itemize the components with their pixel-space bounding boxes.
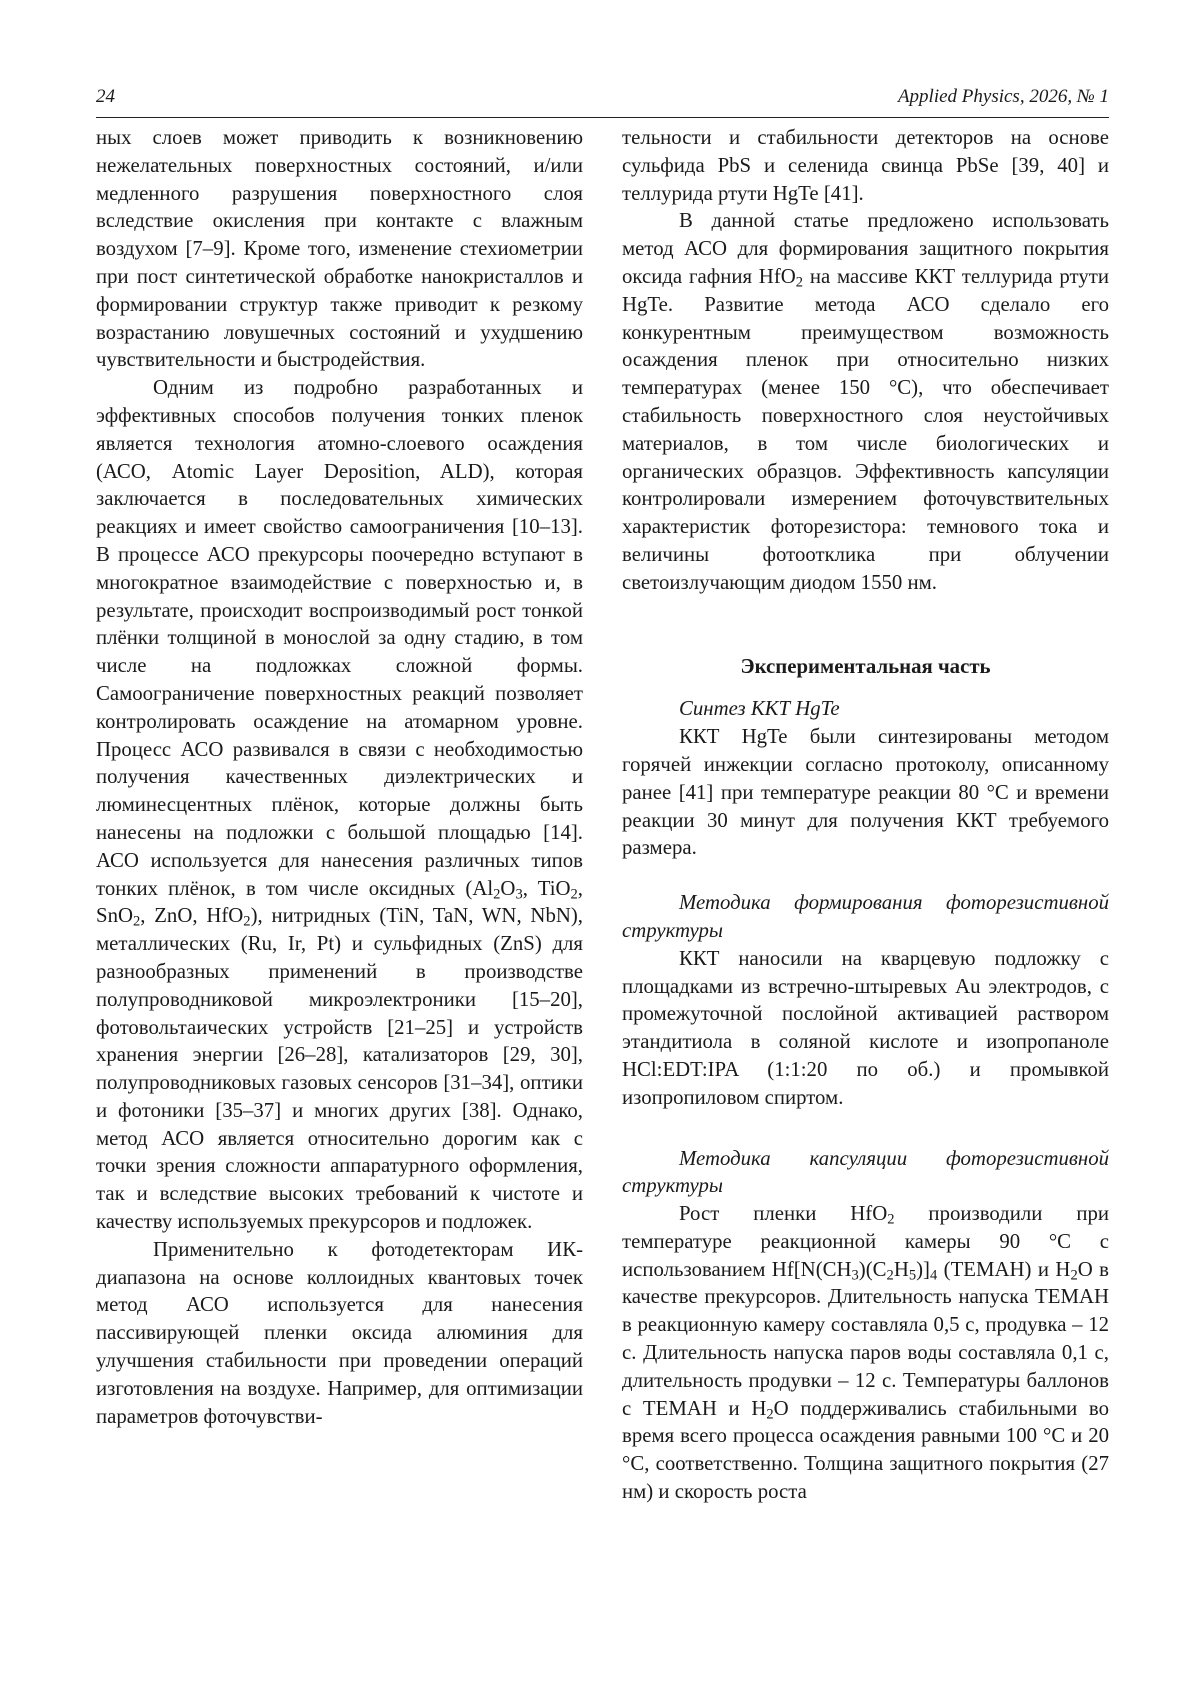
page-number: 24 — [96, 86, 115, 107]
journal-reference: Applied Physics, 2026, № 1 — [897, 86, 1109, 107]
paragraph: Одним из подробно разработанных и эффективных способов получения тонких пленок является технология атомно-слоевого осаждения (АСО, Atomic Layer Deposition, ALD), которая заключается в последовательных химических реакциях и имеет свойство самоограничения [10–13]. В процессе АСО прекурсоры поочередно вступают в многократное взаимодействие с поверхностью и, в результате, происходит воспроизводимый рост тонкой плёнки толщиной в монослой за одну стадию, в том числе на подложках сложной формы. Самоограничение поверхностных реакций позволяет контролировать осаждение на атомарном уровне. Процесс АСО развивался в связи с необходимостью получения качественных диэлектрических и люминесцентных плёнок, которые должны быть нанесены на подложки с большой площадью [14]. АСО используется для нанесения различных типов тонких плёнок, в том числе оксидных ($Al_2O_3$, TiO$_2$, SnO$_2$, ZnO, HfO$_2$), нитридных (TiN, TaN, WN, NbN), металлических (Ru, Ir, Pt) и сульфидных (ZnS) для разнообразных применений в производстве полупроводниковой микроэлектроники [15–20], фотовольтаических устройств [21–25] и устройств хранения энергии [26–28], катализаторов [29, 30], полупроводниковых газовых сенсоров [31–34], оптики и фотоники [35–37] и многих других [38]. Однако, метод АСО является относительно дорогим как с точки зрения сложности аппаратурного оформления, так и вследствие высоких требований к чистоте и качеству используемых прекурсоров и подложек. — [96, 376, 583, 1234]
text-columns — [96, 124, 1109, 1506]
subsection-title: Методика капсуляции фоторезистивной структуры — [622, 1146, 1109, 1198]
paragraph: Рост пленки HfO$_2$ производили при температуре реакционной камеры 90 °С с использованием $Hf[N(CH_3)(C_2H_5)]_4$ (TEMAH) и $H_2O$ в качестве прекурсоров. Длительность напуска TEMAH в реакционную камеру составляла 0,5 с, продувка – 12 с. Длительность напуска паров воды составляла 0,1 с, длительность продувки – 12 с. Температуры баллонов с TEMAH и $H_2O$ поддерживались стабильными во время всего процесса осаждения равными 100 °С и 20 °С, соответственно. Толщина защитного покрытия (27 нм) и скорость роста — [622, 1202, 1109, 1504]
section-title: Экспериментальная часть — [740, 654, 991, 678]
paragraph: ККТ наносили на кварцевую подложку с площадками из встречно-штыревых Au электродов, с промежуточной послойной активацией раствором этандитиола в соляной кислоте и изопропаноле HCl:EDT:IPA (1:1:20 по об.) и промывкой изопропиловом спиртом. — [622, 946, 1109, 1109]
page — [96, 86, 1109, 1506]
left-column — [96, 124, 583, 1506]
running-header — [96, 86, 1109, 118]
right-column — [622, 124, 1109, 1506]
paragraph: тельности и стабильности детекторов на основе сульфида PbS и селенида свинца PbSe [39, 40] и теллурида ртути HgTe [41]. — [622, 126, 1109, 205]
subsection-title: Методика формирования фоторезистивной структуры — [622, 891, 1109, 942]
paragraph: ных слоев может приводить к возникновению нежелательных поверхностных состояний, и/или медленного разрушения поверхностного слоя вследствие окисления при контакте с влажным воздухом [7–9]. Кроме того, изменение стехиометрии при пост синтетической обработке нанокристаллов и формировании структур также приводит к резкому возрастанию ловушечных состояний и ухудшению чувствительности и быстродействия. — [96, 126, 583, 372]
paragraph: В данной статье предложено использовать метод АСО для формирования защитного покрытия оксида гафния HfO$_2$ на массиве ККТ теллурида ртути HgTe. Развитие метода АСО сделало его конкурентным преимуществом возможность осаждения пленок при относительно низких температурах (менее 150 °С), что обеспечивает стабильность поверхностного слоя неустойчивых материалов, в том числе биологических и органических образцов. Эффективность капсуляции контролировали измерением фоточувствительных характеристик фоторезистора: темнового тока и величины фотоотклика при облучении светоизлучающим диодом 1550 нм. — [622, 209, 1109, 594]
subsection-title: Синтез ККТ HgTe — [679, 697, 840, 721]
paragraph: Применительно к фотодетекторам ИК-диапазона на основе коллоидных квантовых точек метод АСО используется для нанесения пассивирующей пленки оксида алюминия для улучшения стабильности при проведении операций изготовления на воздухе. Например, для оптимизации параметров фоточувстви- — [96, 1237, 583, 1428]
paragraph: ККТ HgTe были синтезированы методом горячей инжекции согласно протоколу, описанному ранее [41] при температуре реакции 80 °С и времени реакции 30 минут для получения ККТ требуемого размера. — [622, 725, 1109, 860]
